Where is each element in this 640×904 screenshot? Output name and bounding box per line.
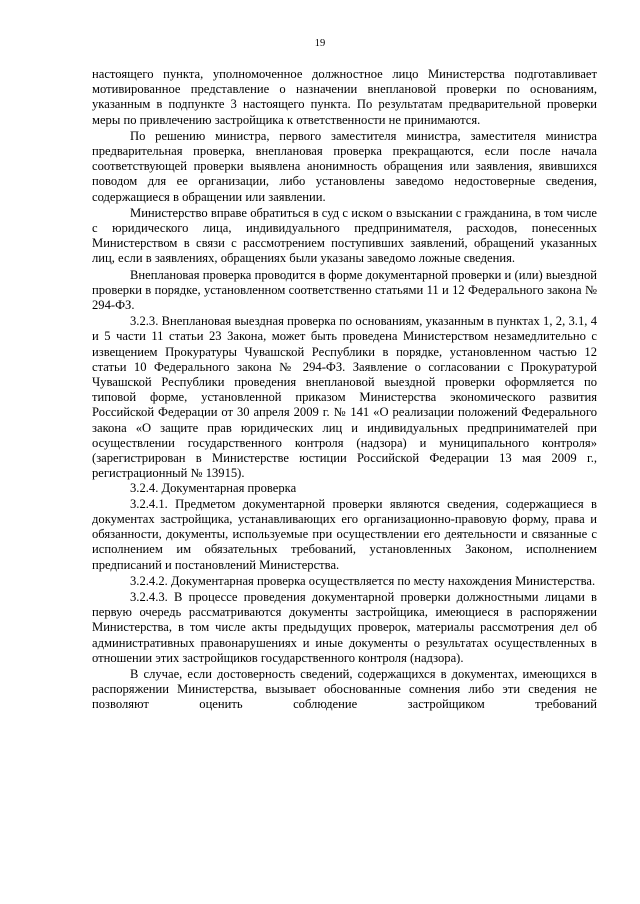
page-number: 19 <box>314 38 326 49</box>
paragraph-inspection-form: Внеплановая проверка проводится в форме документарной проверки и (или) выездной проверки в порядке, установленном соответственно статьями 11 и 12 Федерального закона № 294-ФЗ. <box>92 267 597 313</box>
paragraph-3-2-3: 3.2.3. Внеплановая выездная проверка по основаниям, указанным в пунктах 1, 2, 3.1, 4 и 5 части 11 статьи 23 Закона, может быть проведена Министерством незамедлительно с извещением Прокуратуры Чувашской Республики в порядке, установленном частью 12 статьи 10 Федерального закона № 294-ФЗ. Заявление о согласовании с Прокуратурой Чувашской Республики проведения внеплановой выездной проверки оформляется по типовой форме, установленной приказом Министерства экономического развития Российской Федерации от 30 апреля 2009 г. № 141 «О реализации положений Федерального закона «О защите прав юридических лиц и индивидуальных предпринимателей при осуществлении государственного контроля (надзора) и муниципального контроля» (зарегистрирован в Министерстве юстиции Российской Федерации 13 мая 2009 г., регистрационный № 13915). <box>92 314 597 481</box>
document-body <box>92 67 597 713</box>
paragraph-3-2-4-1: 3.2.4.1. Предметом документарной проверки являются сведения, содержащиеся в документах застройщика, устанавливающих его организационно-правовую форму, права и обязанности, документы, используемые при осуществлении его деятельности и связанные с исполнением им обязательных требований, установленных Законом, исполнением предписаний и постановлений Министерства. <box>92 496 597 572</box>
paragraph-continuation: настоящего пункта, уполномоченное должностное лицо Министерства подготавливает мотивированное представление о назначении внеплановой проверки по основаниям, указанным в подпункте 3 настоящего пункта. По результатам предварительной проверки меры по привлечению застройщика к ответственности не принимаются. <box>92 67 597 127</box>
paragraph-3-2-4-3: 3.2.4.3. В процессе проведения документарной проверки должностными лицами в первую очередь рассматриваются документы застройщика, имеющиеся в распоряжении Министерства, в том числе акты предыдущих проверок, материалы рассмотрения дел об административных правонарушениях и иные документы о результатах осуществленных в отношении этих застройщиков государственного контроля (надзора). <box>92 589 597 665</box>
heading-3-2-4: 3.2.4. Документарная проверка <box>130 481 297 496</box>
paragraph-termination: По решению министра, первого заместителя министра, заместителя министра предварительная проверка, внеплановая проверка прекращаются, если после начала соответствующей проверки выявлена анонимность обращения или заявления, явившихся поводом для ее организации, либо установлены заведомо недостоверные сведения, содержащиеся в обращении или заявлении. <box>92 128 597 204</box>
paragraph-doubt-case: В случае, если достоверность сведений, содержащихся в документах, имеющихся в распоряжении Министерства, вызывает обоснованные сомнения либо эти сведения не позволяют оценить соблюдение застройщиком требований <box>92 666 597 712</box>
paragraph-3-2-4-2: 3.2.4.2. Документарная проверка осуществляется по месту нахождения Министерства. <box>130 573 596 588</box>
paragraph-court-claim: Министерство вправе обратиться в суд с иском о взыскании с гражданина, в том числе с юридического лица, индивидуального предпринимателя, расходов, понесенных Министерством в связи с рассмотрением поступивших заявлений, обращений указанных лиц, если в заявлениях, обращениях были указаны заведомо ложные сведения. <box>92 205 597 266</box>
